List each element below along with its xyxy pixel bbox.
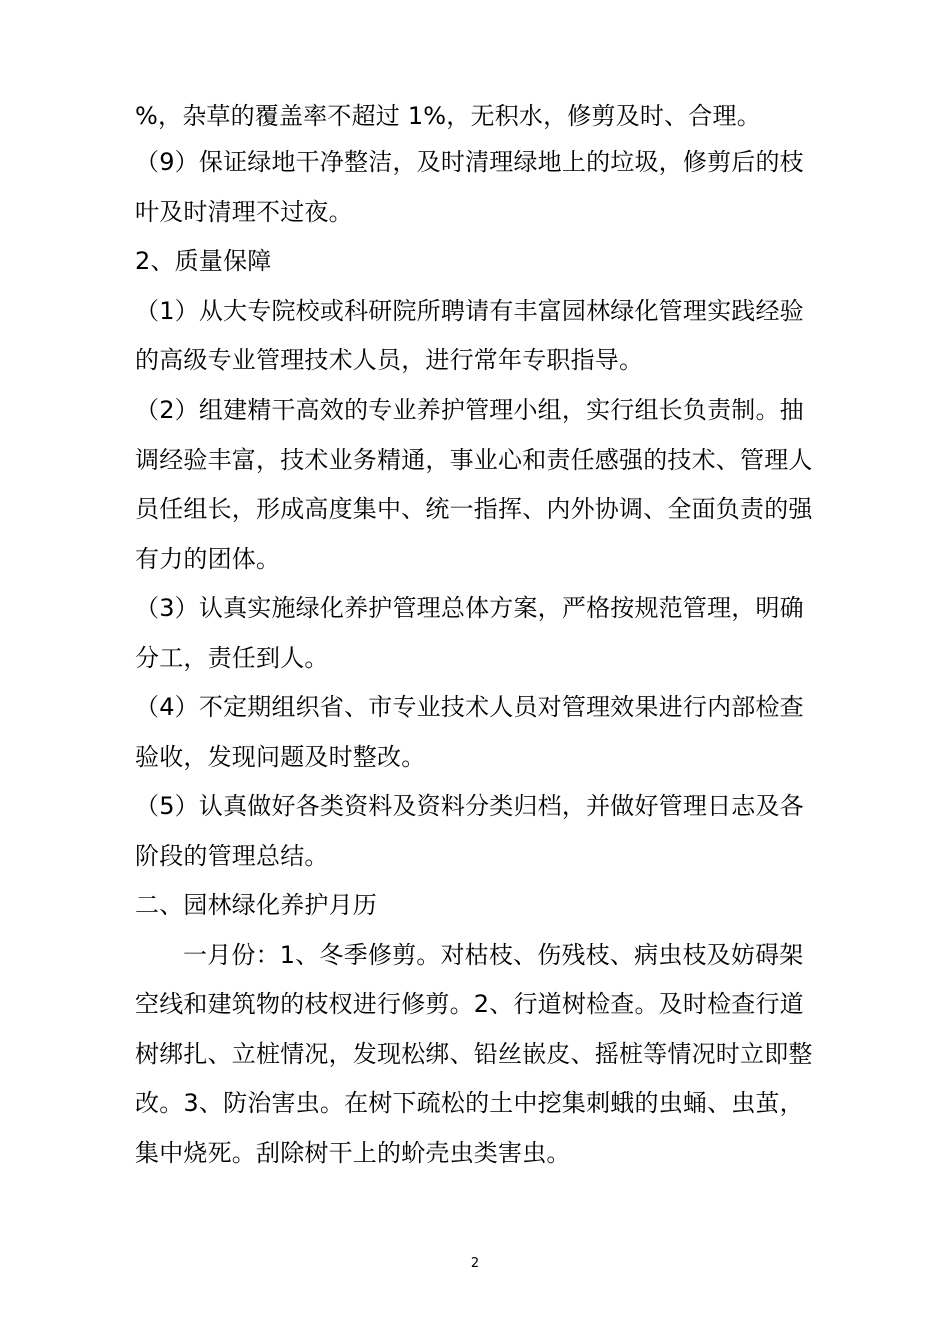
- text-line: 改。3、防治害虫。在树下疏松的土中挖集刺蛾的虫蛹、虫茧，: [135, 1089, 804, 1117]
- text-line: 一月份：1、冬季修剪。对枯枝、伤残枝、病虫枝及妨碍架: [183, 941, 804, 969]
- text-line: 叶及时清理不过夜。: [135, 198, 353, 226]
- section-heading: 二、园林绿化养护月历: [135, 891, 377, 919]
- text-line: %，杂草的覆盖率不超过 1%，无积水，修剪及时、合理。: [135, 102, 761, 130]
- text-line: 员任组长，形成高度集中、统一指挥、内外协调、全面负责的强: [135, 495, 813, 523]
- text-line: 空线和建筑物的枝杈进行修剪。2、行道树检查。及时检查行道: [135, 990, 804, 1018]
- text-line: 有力的团体。: [135, 545, 281, 573]
- text-line: （2）组建精干高效的专业养护管理小组，实行组长负责制。抽: [135, 396, 804, 424]
- section-heading: 2、质量保障: [135, 247, 272, 275]
- text-line: （3）认真实施绿化养护管理总体方案，严格按规范管理，明确: [135, 594, 804, 622]
- page-number: 2: [470, 1256, 480, 1271]
- text-line: 分工，责任到人。: [135, 644, 329, 672]
- text-line: 调经验丰富，技术业务精通，事业心和责任感强的技术、管理人: [135, 446, 813, 474]
- text-line: 树绑扎、立桩情况，发现松绑、铅丝嵌皮、摇桩等情况时立即整: [135, 1040, 813, 1068]
- text-line: （9）保证绿地干净整洁，及时清理绿地上的垃圾，修剪后的枝: [135, 148, 804, 176]
- text-line: （4）不定期组织省、市专业技术人员对管理效果进行内部检查: [135, 693, 804, 721]
- text-line: 阶段的管理总结。: [135, 842, 329, 870]
- text-line: 验收，发现问题及时整改。: [135, 743, 426, 771]
- text-line: （5）认真做好各类资料及资料分类归档，并做好管理日志及各: [135, 792, 804, 820]
- text-line: （1）从大专院校或科研院所聘请有丰富园林绿化管理实践经验: [135, 297, 804, 325]
- text-line: 的高级专业管理技术人员，进行常年专职指导。: [135, 346, 644, 374]
- text-line: 集中烧死。刮除树干上的蚧壳虫类害虫。: [135, 1139, 571, 1167]
